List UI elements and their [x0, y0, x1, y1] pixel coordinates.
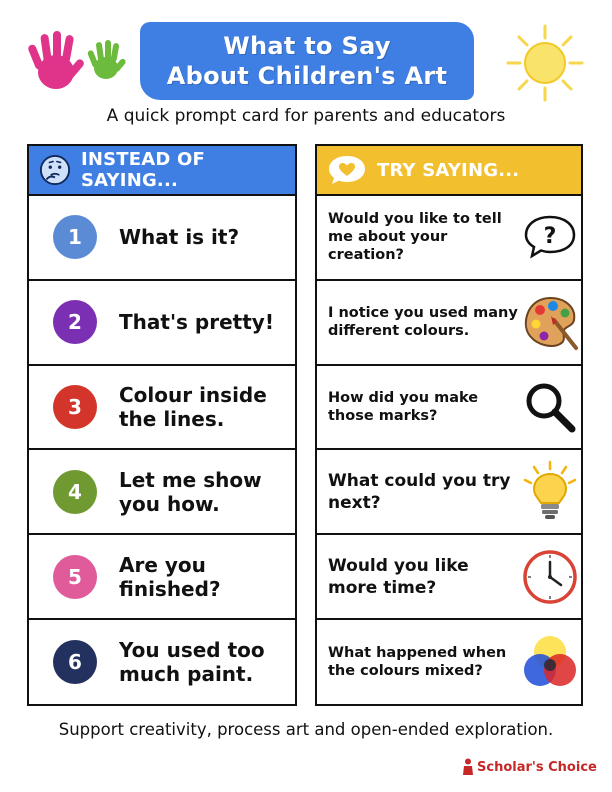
try-text: I notice you used many different colours. — [328, 305, 518, 340]
list-item — [29, 535, 295, 620]
question-bubble-icon — [520, 205, 580, 269]
heart-speech-bubble-icon — [327, 153, 367, 187]
number-badge: 1 — [53, 215, 97, 259]
instead-text: What is it? — [119, 225, 240, 250]
number-badge: 2 — [53, 300, 97, 344]
sun-icon — [506, 24, 584, 102]
list-item — [317, 281, 581, 366]
number-badge: 3 — [53, 385, 97, 429]
footer-text: Support creativity, process art and open-ended exploration. — [58, 720, 554, 739]
try-saying-heading: TRY SAYING... — [377, 159, 520, 181]
paint-palette-icon — [520, 290, 580, 354]
list-item — [317, 196, 581, 281]
number-badge: 6 — [53, 640, 97, 684]
list-item — [317, 366, 581, 451]
title-banner — [140, 22, 474, 100]
scholars-choice-logo-icon — [462, 758, 474, 776]
svg-text:?: ? — [543, 224, 557, 250]
green-handprint-icon — [84, 38, 126, 84]
instead-text: Are you finished? — [119, 552, 221, 601]
try-text: Would you like to tell me about your creation? — [328, 211, 502, 264]
color-mixing-icon — [520, 630, 580, 694]
list-item — [29, 281, 295, 366]
number-badge: 5 — [53, 555, 97, 599]
list-item — [29, 196, 295, 281]
title-line-1: What to Say — [223, 32, 391, 60]
try-text: Would you like more time? — [328, 555, 469, 598]
try-saying-header — [317, 146, 581, 196]
title-line-2: About Children's Art — [166, 62, 448, 90]
try-text: What could you try next? — [328, 470, 511, 513]
list-item — [29, 620, 295, 705]
list-item — [317, 535, 581, 620]
instead-of-saying-heading: INSTEAD OF SAYING... — [80, 149, 206, 191]
lightbulb-icon — [520, 460, 580, 524]
list-item — [317, 620, 581, 705]
instead-of-saying-column — [27, 144, 297, 706]
list-item — [317, 450, 581, 535]
list-item — [29, 450, 295, 535]
try-text: What happened when the colours mixed? — [328, 645, 507, 680]
try-text: How did you make those marks? — [328, 389, 479, 424]
instead-text: Let me show you how. — [119, 467, 262, 516]
instead-text: That's pretty! — [119, 310, 274, 335]
brand-name: Scholar's Choice — [477, 759, 597, 775]
instead-text: You used too much paint. — [119, 638, 265, 687]
number-badge: 4 — [53, 470, 97, 514]
pink-handprint-icon — [22, 28, 86, 96]
clock-icon — [520, 545, 580, 609]
subtitle: A quick prompt card for parents and educators — [106, 106, 506, 126]
brand-logo — [462, 758, 597, 776]
instead-of-saying-header — [29, 146, 295, 196]
try-saying-column — [315, 144, 583, 706]
list-item — [29, 366, 295, 451]
thinking-face-icon — [39, 153, 71, 187]
instead-text: Colour inside the lines. — [119, 382, 267, 431]
magnifying-glass-icon — [520, 375, 580, 439]
